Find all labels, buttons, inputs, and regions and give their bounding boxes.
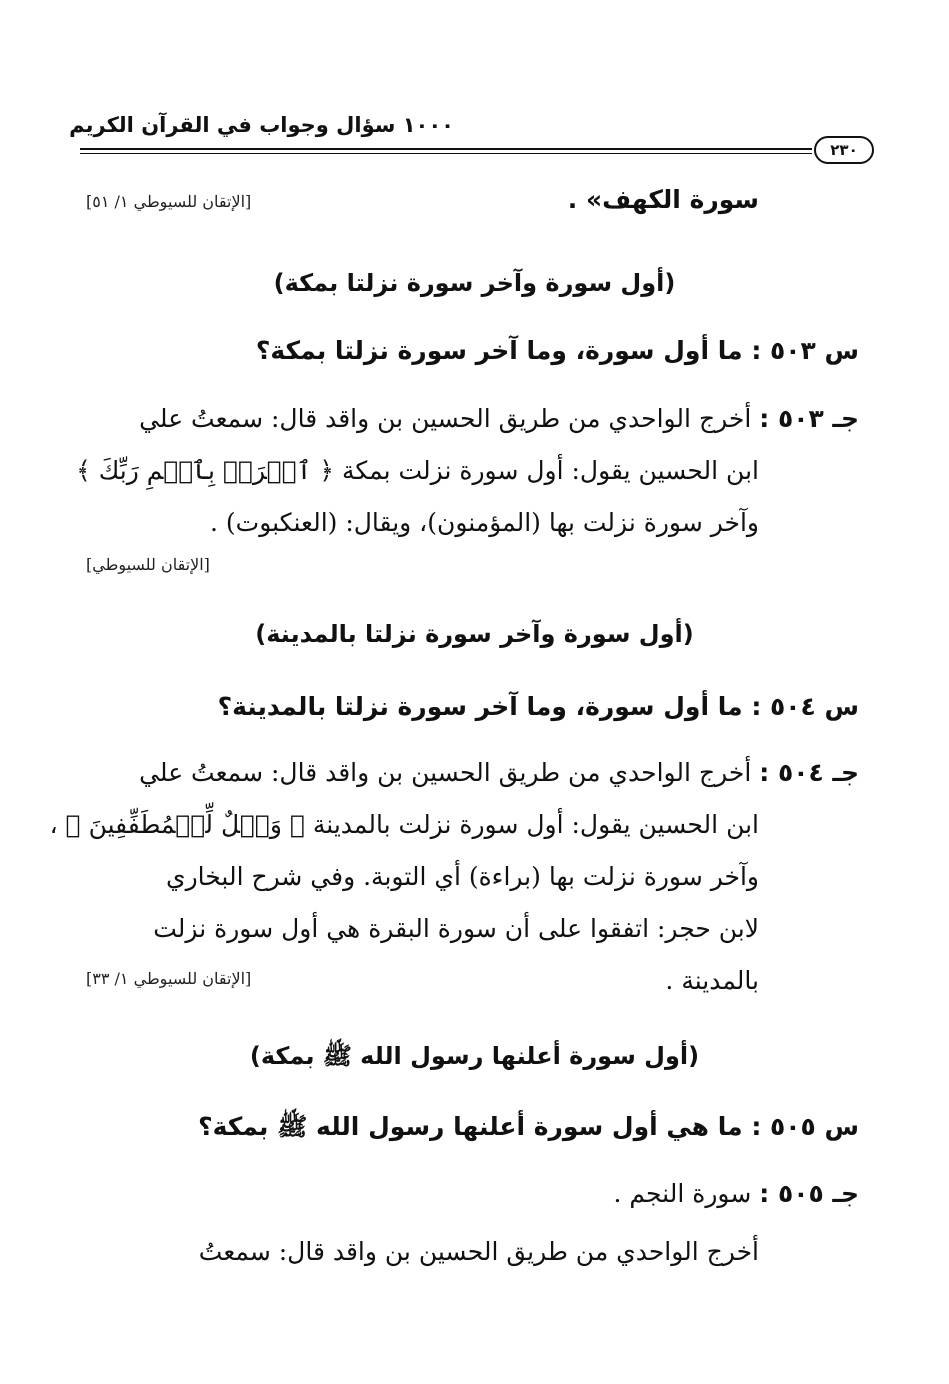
answer-503-line-3: وآخر سورة نزلت بها (المؤمنون)، ويقال: (العنكبوت) . <box>210 508 759 537</box>
answer-504-line-2: ابن الحسين يقول: أول سورة نزلت بالمدينة ﴿ وَيۡلٌ لِّلۡمُطَفِّفِينَ ﴾ ، <box>49 810 759 839</box>
header-rule-thin <box>80 153 812 154</box>
question-text: ما هي أول سورة أعلنها رسول الله ﷺ بمكة؟ <box>198 1112 743 1141</box>
answer-504-line-3: وآخر سورة نزلت بها (براءة) أي التوبة. وفي شرح البخاري <box>166 862 759 891</box>
question-label: س ٥٠٣ : <box>751 336 859 365</box>
answer-text: أخرج الواحدي من طريق الحسين بن واقد قال: سمعتُ علي <box>139 404 752 433</box>
answer-503-reference: [الإتقان للسيوطي] <box>86 555 210 574</box>
question-504 <box>80 687 859 727</box>
question-label: س ٥٠٤ : <box>751 692 859 721</box>
answer-text: سورة النجم . <box>613 1179 752 1208</box>
question-505 <box>80 1107 859 1147</box>
question-text: ما أول سورة، وما آخر سورة نزلتا بالمدينة؟ <box>217 692 743 721</box>
answer-505-line-2: أخرج الواحدي من طريق الحسين بن واقد قال: سمعتُ <box>198 1237 759 1266</box>
answer-504-reference: [الإتقان للسيوطي ١/ ٣٣] <box>86 969 252 988</box>
answer-label: جـ ٥٠٥ : <box>759 1179 859 1208</box>
answer-503-line-1 <box>80 399 859 439</box>
answer-504-line-4: لابن حجر: اتفقوا على أن سورة البقرة هي أول سورة نزلت <box>153 914 759 943</box>
running-header-title: ١٠٠٠ سؤال وجواب في القرآن الكريم <box>69 113 454 137</box>
question-503 <box>80 331 859 371</box>
answer-label: جـ ٥٠٤ : <box>759 758 859 787</box>
section-heading-1: (أول سورة وآخر سورة نزلتا بمكة) <box>273 269 676 297</box>
question-text: ما أول سورة، وما آخر سورة نزلتا بمكة؟ <box>255 336 743 365</box>
answer-503-line-2: ابن الحسين يقول: أول سورة نزلت بمكة ﴿ ٱقۡرَأۡ بِٱسۡمِ رَبِّكَ ﴾ <box>76 456 759 485</box>
section-heading-2: (أول سورة وآخر سورة نزلتا بالمدينة) <box>255 620 694 648</box>
answer-504-line-5: بالمدينة . <box>665 966 759 995</box>
header-rule <box>80 148 812 150</box>
carry-over-reference: [الإتقان للسيوطي ١/ ٥١] <box>86 192 252 211</box>
section-heading-3: (أول سورة أعلنها رسول الله ﷺ بمكة) <box>249 1042 700 1070</box>
answer-504-line-1 <box>80 753 859 793</box>
answer-505-line-1 <box>80 1174 859 1214</box>
carry-over-text: سورة الكهف» . <box>567 185 759 214</box>
page-number-badge: ٢٣٠ <box>814 136 874 164</box>
answer-label: جـ ٥٠٣ : <box>759 404 859 433</box>
question-label: س ٥٠٥ : <box>751 1112 859 1141</box>
answer-text: أخرج الواحدي من طريق الحسين بن واقد قال: سمعتُ علي <box>139 758 752 787</box>
